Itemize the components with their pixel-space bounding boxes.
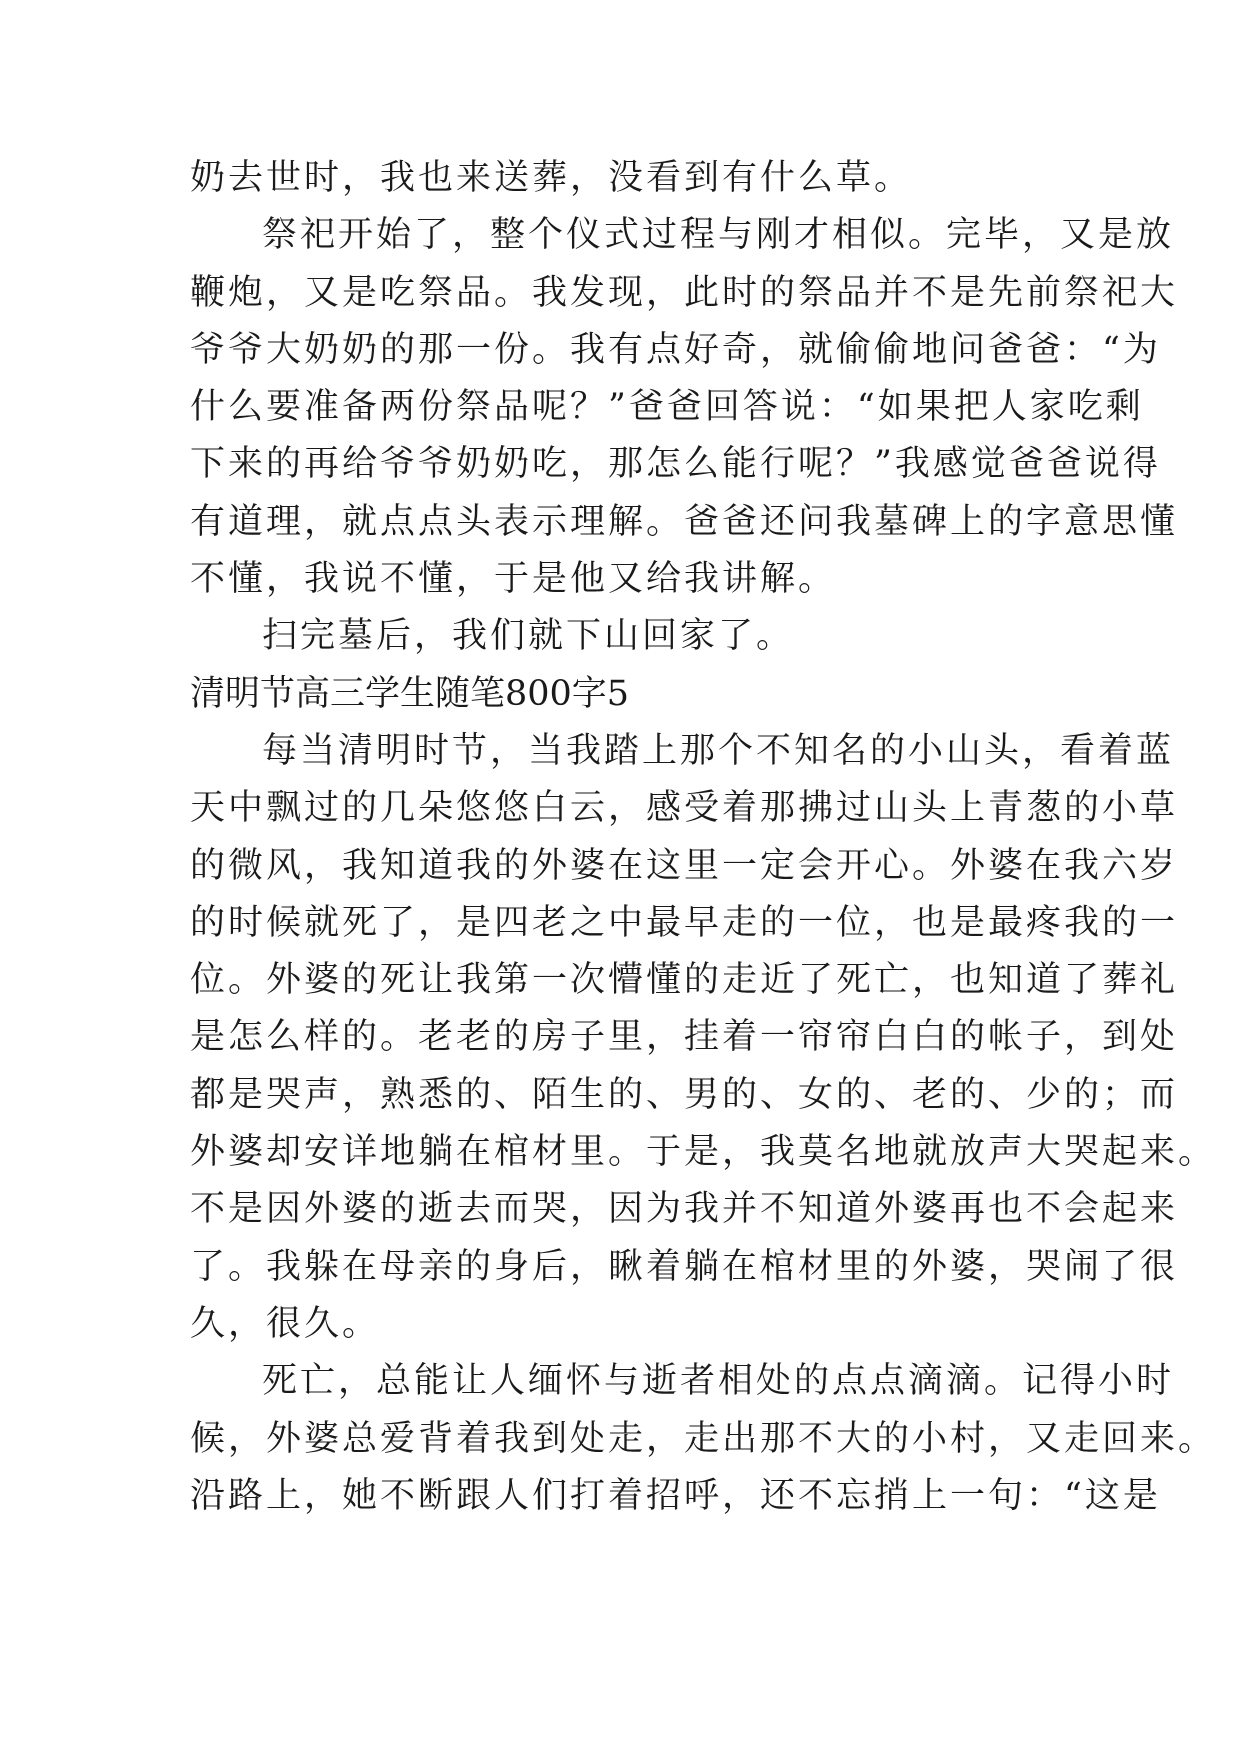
text-line: 久，很久。 — [190, 1303, 381, 1344]
paragraph — [190, 150, 1060, 207]
text-line: 死亡，总能让人缅怀与逝者相处的点点滴滴。记得小时 — [262, 1361, 1175, 1402]
text-line: 都是哭声，熟悉的、陌生的、男的、女的、老的、少的；而 — [190, 1074, 1179, 1115]
text-line: 下来的再给爷爷奶奶吃，那怎么能行呢？”我感觉爸爸说得 — [190, 444, 1161, 485]
text-line: 外婆却安详地躺在棺材里。于是，我莫名地就放声大哭起来。 — [190, 1132, 1217, 1173]
text-line: 的时候就死了，是四老之中最早走的一位，也是最疼我的一 — [190, 902, 1179, 943]
section-heading — [190, 666, 1060, 723]
text-line: 是怎么样的。老老的房子里，挂着一帘帘白白的帐子，到处 — [190, 1017, 1179, 1058]
text-line: 不懂，我说不懂，于是他又给我讲解。 — [190, 559, 837, 600]
text-line: 奶去世时，我也来送葬，没看到有什么草。 — [190, 158, 913, 198]
text-line: 候，外婆总爱背着我到处走，走出那不大的小村，又走回来。 — [190, 1418, 1217, 1459]
text-line: 什么要准备两份祭品呢？”爸爸回答说：“如果把人家吃剩 — [190, 387, 1144, 428]
text-line: 每当清明时节，当我踏上那个不知名的小山头，看着蓝 — [262, 730, 1175, 771]
heading-text: 清明节高三学生随笔800字5 — [190, 673, 630, 714]
text-line: 鞭炮，又是吃祭品。我发现，此时的祭品并不是先前祭祀大 — [190, 272, 1179, 313]
text-line: 不是因外婆的逝去而哭，因为我并不知道外婆再也不会起来 — [190, 1189, 1179, 1230]
paragraph — [190, 1353, 1217, 1525]
text-line: 的微风，我知道我的外婆在这里一定会开心。外婆在我六岁 — [190, 845, 1179, 886]
paragraph — [190, 608, 1060, 665]
document-body — [190, 150, 1217, 1525]
paragraph — [190, 207, 1179, 608]
text-line: 爷爷大奶奶的那一份。我有点好奇，就偷偷地问爸爸：“为 — [190, 329, 1161, 370]
text-line: 祭祀开始了，整个仪式过程与刚才相似。完毕，又是放 — [262, 215, 1175, 256]
paragraph — [190, 723, 1217, 1353]
text-line: 位。外婆的死让我第一次懵懂的走近了死亡，也知道了葬礼 — [190, 960, 1179, 1001]
text-line: 天中飘过的几朵悠悠白云，感受着那拂过山头上青葱的小草 — [190, 788, 1179, 829]
text-line: 有道理，就点点头表示理解。爸爸还问我墓碑上的字意思懂 — [190, 501, 1179, 542]
text-line: 了。我躲在母亲的身后，瞅着躺在棺材里的外婆，哭闹了很 — [190, 1246, 1179, 1287]
text-line: 扫完墓后，我们就下山回家了。 — [262, 616, 795, 657]
text-line: 沿路上，她不断跟人们打着招呼，还不忘捎上一句：“这是 — [190, 1475, 1161, 1516]
